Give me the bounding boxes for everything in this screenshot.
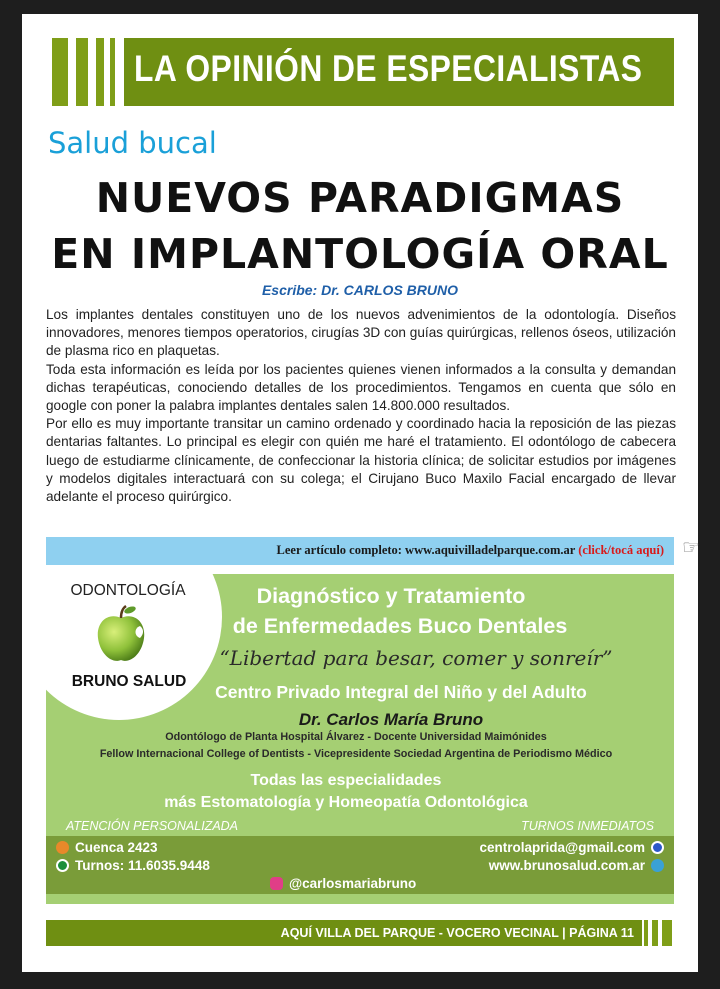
section-label: Salud bucal xyxy=(48,126,217,160)
instagram-item[interactable] xyxy=(270,876,416,891)
advertisement[interactable] xyxy=(46,574,674,904)
website-text[interactable]: www.brunosalud.com.ar xyxy=(488,858,645,873)
paragraph: Por ello es muy importante transitar un camino ordenado y coordinado hacia la reposición de las piezas dentarias faltantes. Lo principal es elegir con quién me haré el tratamiento. El odontólogo de cabecera luego de estudiarme clínicamente, de confeccionar la historia clínica; de solicitar estudios por imágenes y modelos digitales interactuará con su colega; el Cirujano Buco Maxilo Facial encargado de llevar adelante el proceso quirúrgico. xyxy=(46,416,676,505)
ad-brand: BRUNO SALUD xyxy=(71,673,187,690)
headline-line-1: NUEVOS PARADIGMAS xyxy=(95,174,625,222)
email-text[interactable]: centrolaprida@gmail.com xyxy=(479,840,645,855)
section-header-band xyxy=(46,38,674,106)
instagram-icon xyxy=(270,877,283,890)
article-body xyxy=(46,306,676,506)
read-more-bar[interactable] xyxy=(46,537,674,565)
phone-text[interactable]: Turnos: 11.6035.9448 xyxy=(75,858,210,873)
header-title: LA OPINIÓN DE ESPECIALISTAS xyxy=(134,48,643,89)
ad-doctor-name: Dr. Carlos María Bruno xyxy=(298,710,484,729)
paragraph: Toda esta información es leída por los pacientes quienes vienen informados a la consulta y demandan dichas terapéuticas, conociendo detalles de los procedimientos. Tengamos en cuenta que sólo en google con poner la palabra implantes dentales salen 14.800.000 resultados. xyxy=(46,361,676,414)
ad-odontologia-label: ODONTOLOGÍA xyxy=(70,582,186,599)
instagram-handle[interactable]: @carlosmariabruno xyxy=(289,876,417,891)
byline: Escribe: Dr. CARLOS BRUNO xyxy=(261,282,459,298)
page xyxy=(22,14,698,972)
ad-credential-2: Fellow Internacional College of Dentists - Vicepresidente Sociedad Argentina de Periodismo Médico xyxy=(99,748,613,760)
read-more-click[interactable]: (click/tocá aquí) xyxy=(578,543,664,557)
paragraph: Los implantes dentales constituyen uno de los nuevos advenimientos de la odontología. Diseños innovadores, menores tiempos operatorios, cirugías 3D con guías quirúrgicas, rellenos óseos, utilización de plasma rico en plaquetas. xyxy=(46,307,676,359)
ad-motto: “Libertad para besar, comer y sonreír” xyxy=(219,646,613,670)
address-item xyxy=(56,840,158,855)
ad-title-2: de Enfermedades Buco Dentales xyxy=(232,614,568,638)
whatsapp-icon xyxy=(56,859,69,872)
footer-stripes xyxy=(642,920,674,946)
globe-icon xyxy=(651,859,664,872)
email-item[interactable] xyxy=(480,840,664,855)
header-stripes xyxy=(46,38,124,106)
website-item[interactable] xyxy=(489,858,664,873)
ad-attention-label: ATENCIÓN PERSONALIZADA xyxy=(66,819,239,833)
apple-logo-icon xyxy=(90,604,152,666)
email-icon xyxy=(651,841,664,854)
ad-specialties-1: Todas las especialidades xyxy=(250,772,442,789)
footer-text: AQUÍ VILLA DEL PARQUE - VOCERO VECINAL | PÁGINA 11 xyxy=(280,926,634,940)
ad-specialties-2: más Estomatología y Homeopatía Odontológica xyxy=(164,794,528,811)
headline-line-2: EN IMPLANTOLOGÍA ORAL xyxy=(51,230,669,278)
read-more-link[interactable] xyxy=(277,543,664,558)
read-more-text[interactable]: Leer artículo completo: www.aquivilladelparque.com.ar xyxy=(276,543,576,557)
pointing-hand-icon: ☞ xyxy=(682,537,700,559)
ad-credential-1: Odontólogo de Planta Hospital Álvarez - Docente Universidad Maimónides xyxy=(165,731,547,743)
page-footer xyxy=(46,920,674,946)
address-text: Cuenca 2423 xyxy=(75,840,158,855)
phone-item[interactable] xyxy=(56,858,210,873)
location-pin-icon xyxy=(56,841,69,854)
ad-contact-band xyxy=(46,836,674,894)
ad-subtitle: Centro Privado Integral del Niño y del Adulto xyxy=(215,682,587,702)
ad-title-1: Diagnóstico y Tratamiento xyxy=(256,584,526,608)
ad-turnos-label: TURNOS INMEDIATOS xyxy=(521,819,654,833)
